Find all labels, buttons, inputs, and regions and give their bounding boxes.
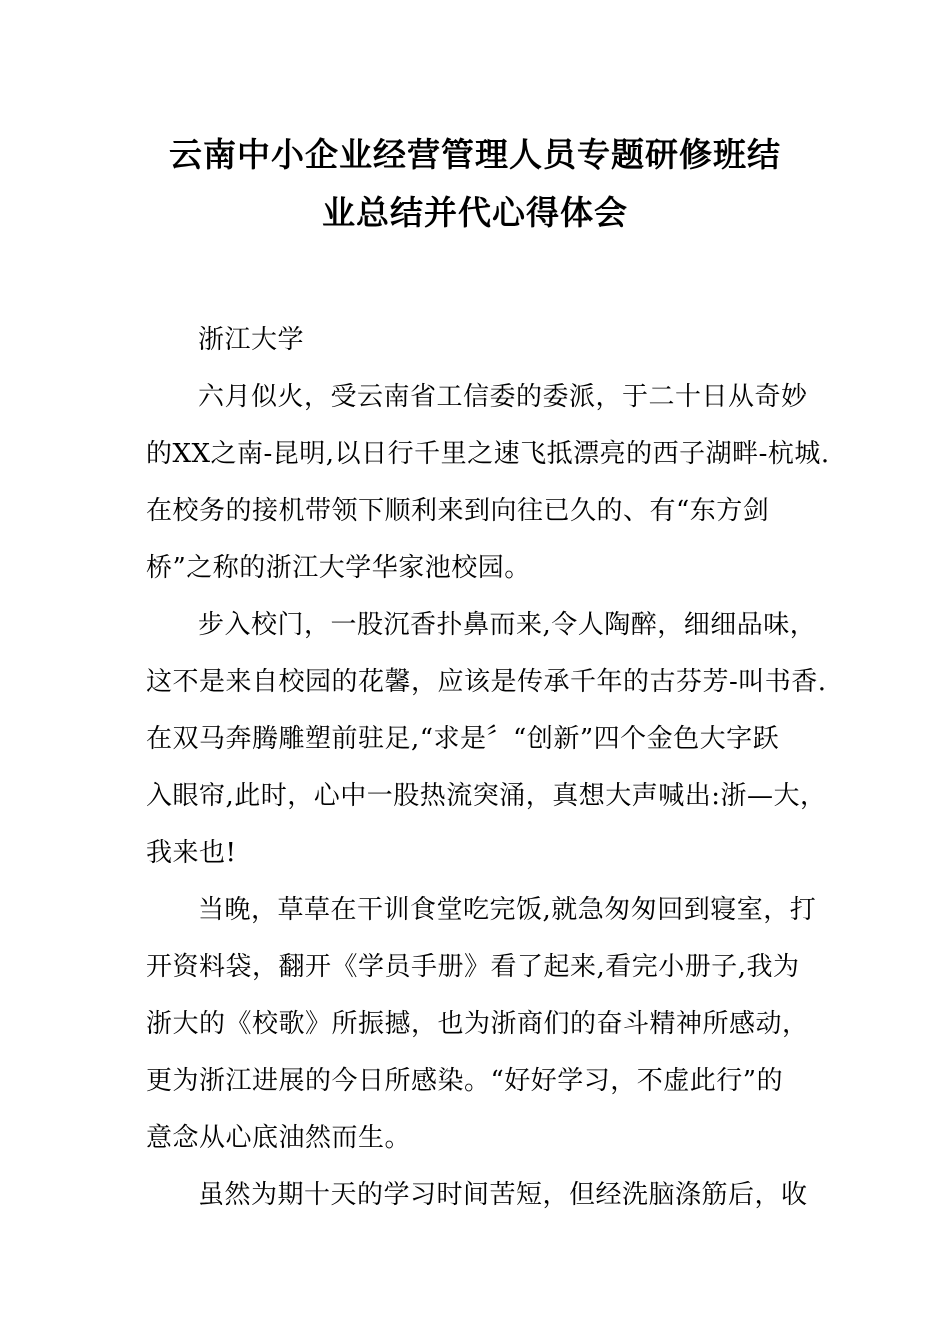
- document-title-line-1: 云南中小企业经营管理人员专题研修班结: [169, 135, 781, 174]
- paragraph-line: 浙大的《校歌》所振撼，也为浙商们的奋斗精神所感动，: [146, 1009, 809, 1039]
- paragraph-line: 步入校门，一股沉香扑鼻而来,令人陶醉，细细品味，: [198, 610, 817, 640]
- paragraph-line: 这不是来自校园的花馨，应该是传承千年的古芬芳-叫书香.: [146, 667, 827, 697]
- paragraph-line: 意念从心底油然而生。: [146, 1123, 412, 1153]
- paragraph-line: 六月似火，受云南省工信委的委派，于二十日从奇妙: [198, 382, 808, 412]
- paragraph-line: 开资料袋，翻开《学员手册》看了起来,看完小册子,我为: [146, 952, 800, 982]
- paragraph-line: 在双马奔腾雕塑前驻足,“求是〞“创新”四个金色大字跃: [146, 724, 780, 754]
- paragraph-line: 更为浙江进展的今日所感染。“好好学习，不虚此行”的: [146, 1066, 784, 1096]
- paragraph-line: 当晚，草草在干训食堂吃完饭,就急匆匆回到寝室，打: [198, 895, 817, 925]
- paragraph-line: 的XX之南-昆明,以日行千里之速飞抵漂亮的西子湖畔-杭城.: [146, 439, 830, 469]
- paragraph-line: 虽然为期十天的学习时间苦短，但经洗脑涤筋后，收: [198, 1180, 808, 1210]
- document-title-line-2: 业总结并代心得体会: [322, 193, 628, 232]
- paragraph-line: 桥”之称的浙江大学华家池校园。: [146, 553, 531, 583]
- paragraph-line: 我来也!: [146, 838, 237, 868]
- author-line: 浙江大学: [198, 325, 305, 355]
- paragraph-line: 在校务的接机带领下顺利来到向往已久的、有“东方剑: [146, 496, 770, 526]
- document-body: [146, 312, 830, 1224]
- paragraph-line: 入眼帘,此时，心中一股热流突涌，真想大声喊出:浙—大，: [146, 781, 827, 811]
